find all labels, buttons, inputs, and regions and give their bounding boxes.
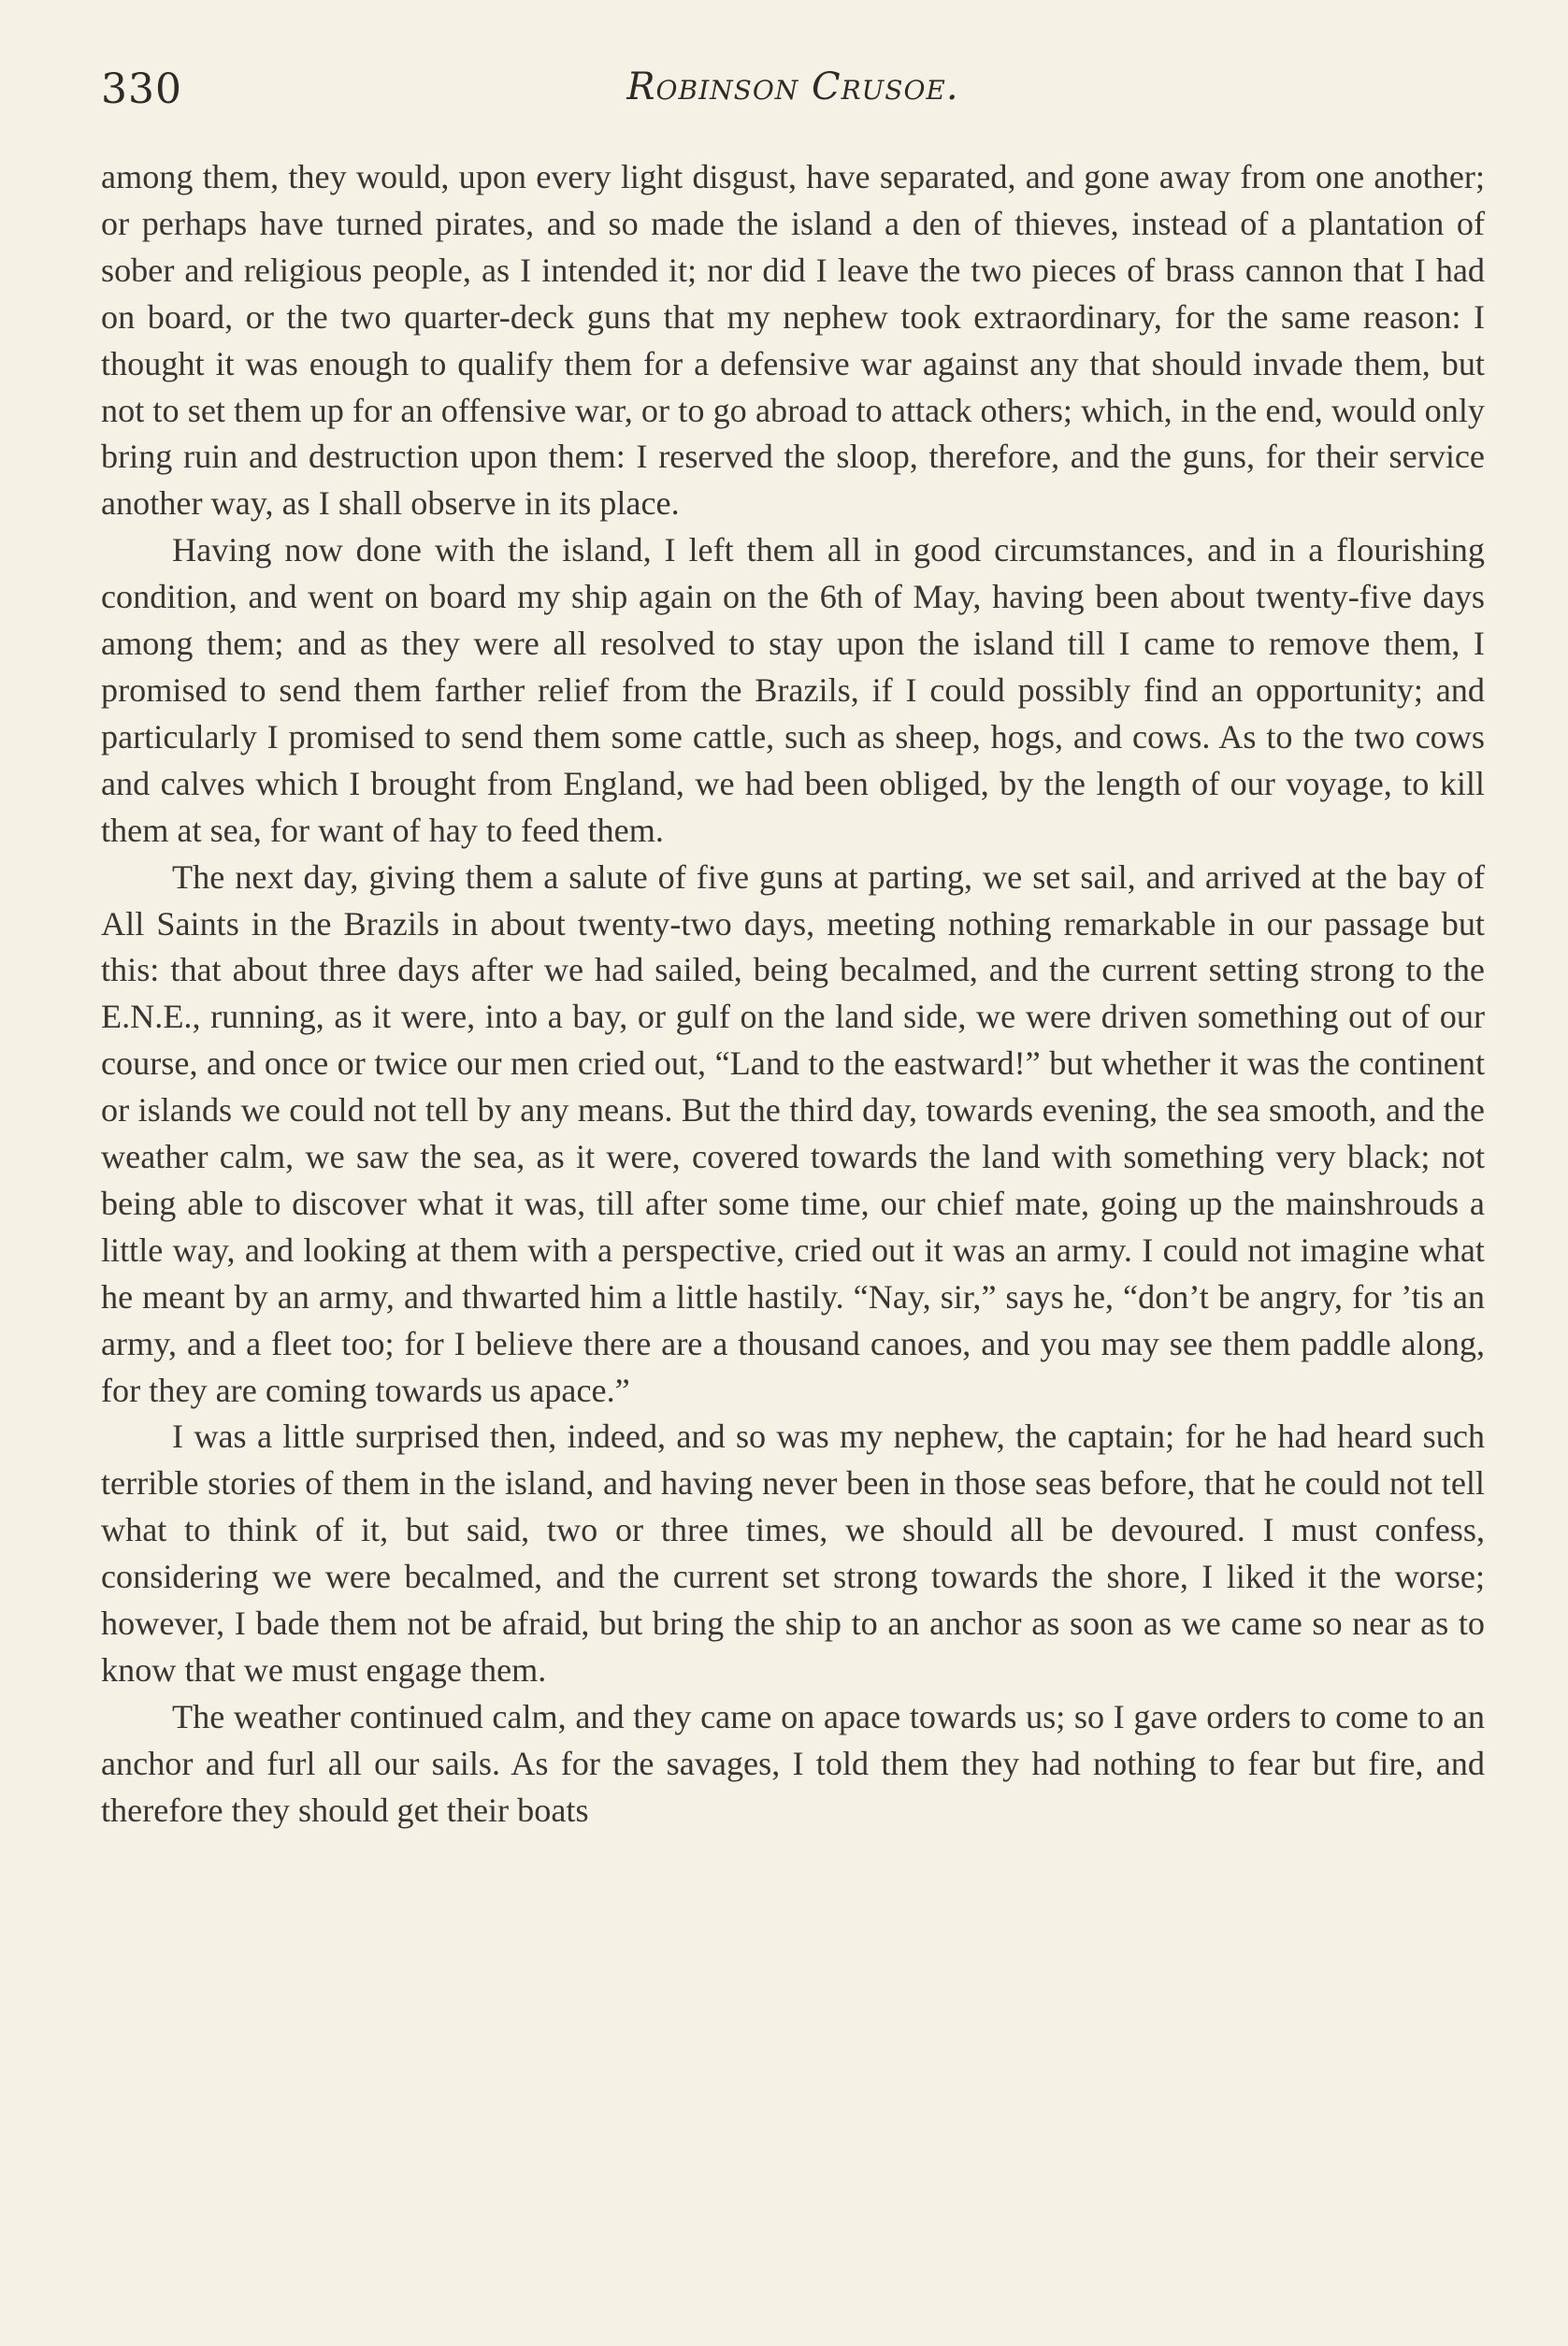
paragraph-2: Having now done with the island, I left them all in good circumstances, and in a flourishing condition, and went on board my ship again on the 6th of May, having been about twenty-five days among them; and as they were all resolved to stay upon the island till I came to remove them, I promised to send them farther relief from the Brazils, if I could possibly find an opportunity; and particularly I promised to send them some cattle, such as sheep, hogs, and cows. As to the two cows and calves which I brought from England, we had been obliged, by the length of our voyage, to kill them at sea, for want of hay to feed them. bbox=[101, 531, 1485, 849]
paragraph-1: among them, they would, upon every light disgust, have separated, and gone away from one another; or perhaps have turned pirates, and so made the island a den of thieves, instead of a plantation of sober and religious people, as I intended it; nor did I leave the two pieces of brass cannon that I had on board, or the two quarter-deck guns that my nephew took extraordinary, for the same reason: I thought it was enough to qualify them for a defensive war against any that should invade them, but not to set them up for an offensive war, or to go abroad to attack others; which, in the end, would only bring ruin and destruction upon them: I reserved the sloop, therefore, and the guns, for their service another way, as I shall observe in its place. bbox=[101, 158, 1485, 523]
page-header bbox=[101, 65, 1485, 131]
paragraph-3: The next day, giving them a salute of five guns at parting, we set sail, and arrived at the bay of All Saints in the Brazils in about twenty-two days, meeting nothing remarkable in our passage but this: that about three days after we had sailed, being becalmed, and the current setting strong to the E.N.E., running, as it were, into a bay, or gulf on the land side, we were driven something out of our course, and once or twice our men cried out, “Land to the eastward!” but whether it was the continent or islands we could not tell by any means. But the third day, towards evening, the sea smooth, and the weather calm, we saw the sea, as it were, covered towards the land with something very black; not being able to discover what it was, till after some time, our chief mate, going up the mainshrouds a little way, and looking at them with a perspective, cried out it was an army. I could not imagine what he meant by an army, and thwarted him a little hastily. “Nay, sir,” says he, “don’t be angry, for ’tis an army, and a fleet too; for I believe there are a thousand canoes, and you may see them paddle along, for they are coming towards us apace.” bbox=[101, 857, 1485, 1409]
running-title: Robinson Crusoe. bbox=[626, 65, 959, 108]
paragraph-5: The weather continued calm, and they came on apace towards us; so I gave orders to come to an anchor and furl all our sails. As for the savages, I told them they had nothing to fear but fire, and therefore they should get their boats bbox=[101, 1697, 1485, 1829]
body-text bbox=[101, 154, 1485, 1835]
page-number: 330 bbox=[101, 65, 182, 113]
paragraph-4: I was a little surprised then, indeed, and so was my nephew, the captain; for he had heard such terrible stories of them in the island, and having never been in those seas before, that he could not tell what to think of it, but said, two or three times, we should all be devoured. I must confess, considering we were becalmed, and the current set strong towards the shore, I liked it the worse; however, I bade them not be afraid, but bring the ship to an anchor as soon as we came so near as to know that we must engage them. bbox=[101, 1418, 1485, 1689]
